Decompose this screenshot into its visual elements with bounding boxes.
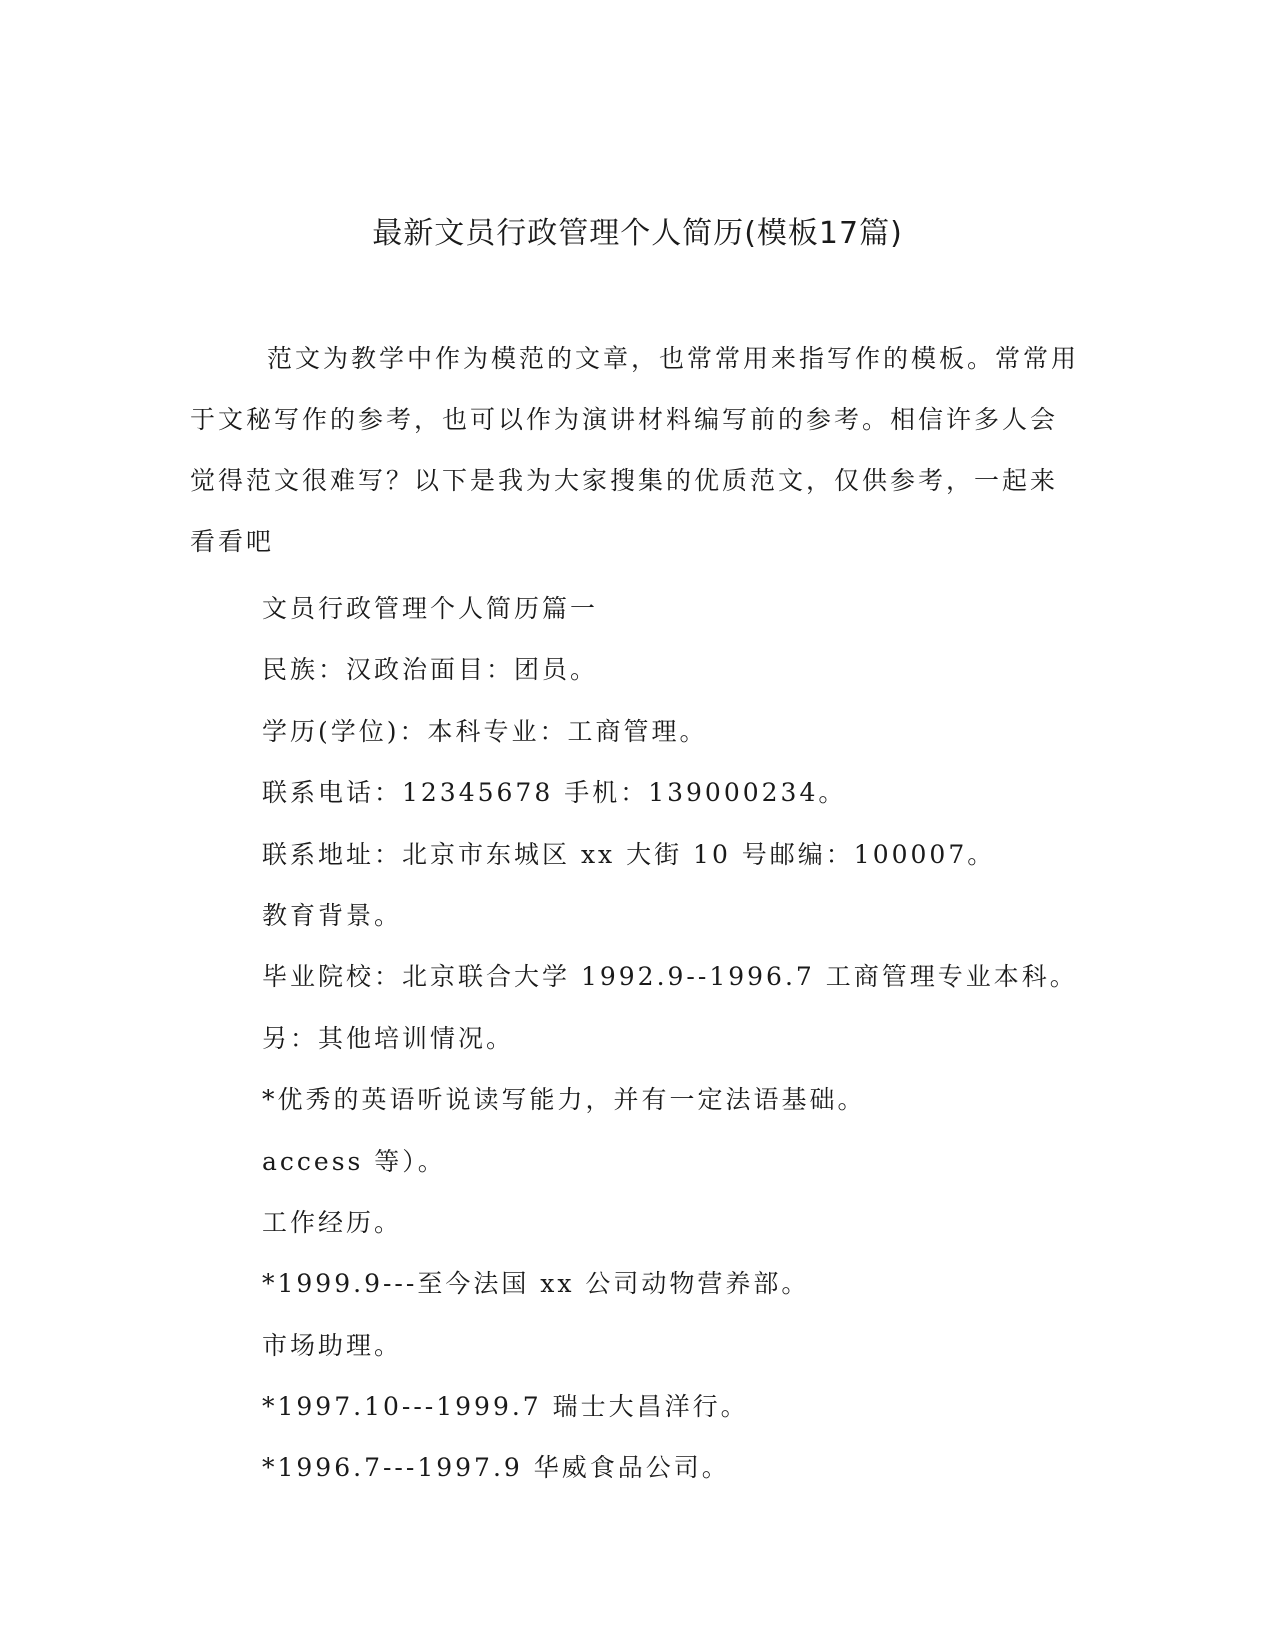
text-line: 教育背景。 xyxy=(262,900,403,930)
text-line: 毕业院校：北京联合大学 1992.9--1996.7 工商管理专业本科。 xyxy=(262,962,1078,992)
resume-lines xyxy=(262,578,1078,1499)
text-line: *优秀的英语听说读写能力，并有一定法语基础。 xyxy=(262,1085,866,1115)
text-line: 学历(学位)：本科专业：工商管理。 xyxy=(262,716,708,746)
text-line: 市场助理。 xyxy=(262,1330,403,1360)
text-line: *1997.10---1999.7 瑞士大昌洋行。 xyxy=(262,1392,749,1422)
section-heading: 文员行政管理个人简历篇一 xyxy=(262,594,599,623)
text-line: *1996.7---1997.9 华威食品公司。 xyxy=(262,1453,730,1483)
text-line: 联系地址：北京市东城区 xx 大街 10 号邮编：100007。 xyxy=(262,839,996,869)
text-line: 工作经历。 xyxy=(262,1207,403,1237)
text-line: 民族：汉政治面目：团员。 xyxy=(262,655,599,685)
text-line: access 等）。 xyxy=(262,1146,446,1176)
text-line: *1999.9---至今法国 xx 公司动物营养部。 xyxy=(262,1269,810,1299)
intro-paragraph: 范文为教学中作为模范的文章，也常常用来指写作的模板。常常用于文秘写作的参考，也可以作为演讲材料编写前的参考。相信许多人会觉得范文很难写？以下是我为大家搜集的优质范文，仅供参考，一起来看看吧 xyxy=(190,344,1080,556)
text-line: 联系电话：12345678 手机：139000234。 xyxy=(262,778,847,808)
text-line: 另：其他培训情况。 xyxy=(262,1023,515,1053)
document-title: 最新文员行政管理个人简历(模板17篇) xyxy=(372,216,903,251)
